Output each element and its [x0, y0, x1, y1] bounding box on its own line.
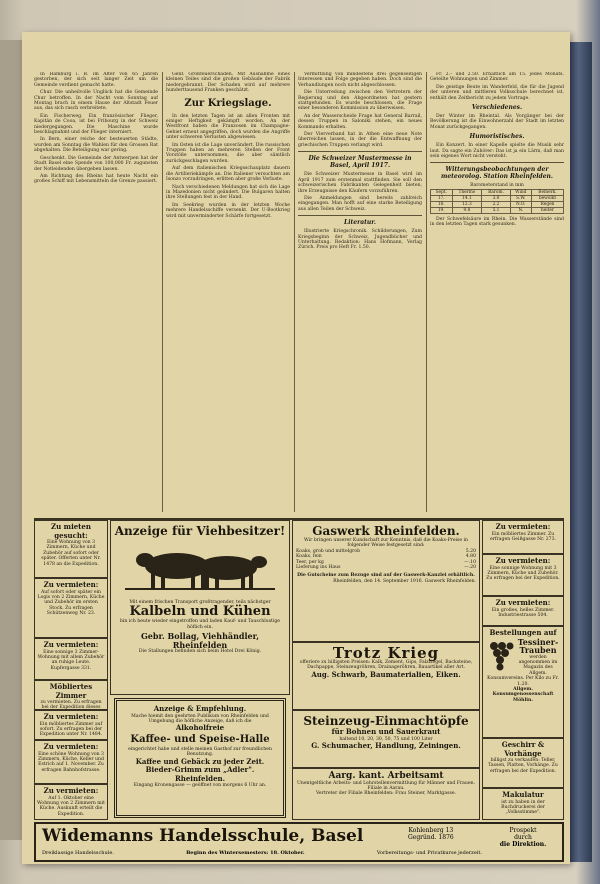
ad-rent-4 [34, 740, 108, 784]
ad-heading: Gaswerk Rheinfelden. [312, 524, 460, 538]
headline-literatur: Literatur. [344, 219, 376, 227]
ad-heading: Zu vermieten: [495, 556, 551, 565]
column-divider [162, 72, 163, 512]
table-cell: heiter [531, 207, 563, 213]
table-cell: 18. [431, 201, 453, 207]
ad-subtitle: Alkoholfreie [175, 723, 225, 733]
advertisements-section [34, 518, 564, 820]
ad-heading: Steinzeug-Einmachtöpfe [303, 714, 469, 728]
ad-right-3 [482, 596, 564, 626]
ad-trotz-krieg [292, 642, 480, 710]
paragraph: Nach verschiedenen Meldungen hat sich die Lage in Mazedonien nicht geändert. Die Bulgaren halten ihre Stellungen fest in der Hand. [166, 184, 290, 201]
ad-text: Die Stallungen befinden sich beim Hotel Drei König. [138, 649, 262, 655]
text-columns [34, 72, 564, 512]
paragraph: In Bern, einer reiche der besteuerten Städte, wurden am Sonntag die Wahlen für den Grossen Rat abgehalten. Die Beteiligung war gering. [34, 137, 158, 154]
table-cell: 9.8 [452, 207, 482, 213]
newspaper-page [22, 32, 570, 864]
paragraph: Die Schweizer Mustermesse in Basel wird im April 1917 zum erstenmal stattfinden. Sie soll den schweizerischen Fabrikanten Gelegenheit bieten, ihre Erzeugnisse den Käufern vorzuführen. [298, 172, 422, 194]
ad-text: Unentgeltliche Arbeits- und Lehrstellenvermittlung für Männer und Frauen. Filiale in Aarau. [296, 780, 475, 791]
prospekt-label: Prospekt [509, 827, 537, 834]
table-cell: 3.0 [482, 195, 510, 201]
table-cell: 2.2 [482, 201, 510, 207]
paragraph: Der Vierverband hat in Athen eine neue Note überreichen lassen, in der die Entwaffnung der griechischen Truppen verlangt wird. [298, 132, 422, 148]
table-cell: S.W. [510, 195, 531, 201]
ad-text: Auf sofort oder später ein Logis von 2 Zimmern, Küche und Zubehör im ersten Stock. Zu erfragen Schützenweg Nr. 23. [37, 589, 105, 617]
ad-wanted [34, 520, 108, 578]
ad-cattle [110, 520, 290, 695]
paragraph: Auf dem italienischen Kriegsschauplatz dauern die Artilleriekämpfe an. Die Italiener versuchten am Isonzo vorzudringen, erlitten aber große Verluste. [166, 166, 290, 183]
ad-seller: G. Schumacher, Handlung, Zeiningen. [311, 740, 461, 750]
table-header: Barom. [482, 189, 510, 195]
ad-rent-5 [34, 784, 108, 820]
ad-heading: Makulatur [502, 790, 544, 799]
ad-text: ist zu haben in der Buchdruckerei der „Volksstimme". [501, 799, 545, 816]
paragraph: Die Anmeldungen sind bereits zahlreich eingegangen. Man hofft auf eine starke Beteiligung aus allen Teilen der Schweiz. [298, 195, 422, 212]
ad-text: offeriere zu billigsten Preisen: Kalk, Zement, Gips, Falzziegel, Backsteine, Dachpappe, Steinzeugröhren, Drainageröhren, Bauartikel aller Art. [299, 660, 473, 671]
paragraph: Vermittlung von mindestens drei gegenseitigen Interessen und Folge gegeben haben. Doch sind die Verhandlungen noch nicht abgeschlossen. [298, 72, 422, 88]
price-row [296, 565, 476, 570]
divider [430, 162, 564, 163]
paragraph: Die Unterredung zwischen den Vertretern der Regierung und den Abgeordneten hat gestern stattgefunden. Es wurde beschlossen, die Frage einer besonderen Kommission zu überweisen. [298, 90, 422, 112]
ad-heading: Trotz Krieg [332, 644, 440, 662]
ad-seller: Allgem. Konsumgenossenschaft Möhlin. [492, 686, 554, 703]
ad-text: Wir bringen unserer Kundschaft zur Kenntnis, daß die Koaks-Preise in folgender Weise festgesetzt sind: [303, 538, 469, 549]
ad-makulatur [482, 788, 564, 820]
school-details [42, 850, 482, 856]
paragraph: Chur. Die unheilvolle Unglück hat die Gemeinde Chur betroffen. In der Nacht vom Sonntag auf Montag brach in einem Hause der Altstadt Feuer aus, das sich rasch verbreitete. [34, 90, 158, 112]
ad-text: Auf 1. Oktober eine Wohnung von 2 Zimmern mit Küche. Auskunft erteilt die Expedition. [37, 795, 105, 817]
cattle-illustration-icon [115, 538, 285, 596]
paragraph: Fr. 2.– und 2.50. Erhältlich am 15. jedes Monats. Geteilte Wohnungen und Zimmer. [430, 72, 564, 83]
school-detail: Dreiklassige Handelsschule. [42, 850, 114, 856]
table-cell: 5.1 [482, 207, 510, 213]
weather-table [430, 189, 564, 214]
ad-motto: Kaffee und Gebäck zu jeder Zeit. [135, 756, 265, 766]
ad-heading: Zu vermieten: [43, 712, 99, 721]
paragraph: An der Wasserscheide Frage hat General Barrail, dessen Truppen in Saloniki stehen, ein neues Kommando erhalten. [298, 113, 422, 130]
weather-subtitle: Barometerstand in mm [470, 183, 524, 189]
ad-text: Vertreter der Filiale Rheinfelden: Frau Steiner, Marktgasse. [315, 791, 457, 797]
price-label: Koaks, grob und mittelgrob [296, 548, 361, 554]
column-divider [294, 72, 295, 512]
table-cell: N.O. [510, 201, 531, 207]
column-1 [34, 72, 158, 512]
ad-heading: Zu vermieten: [495, 522, 551, 531]
paragraph: Der Winter im Rheintal. Als Vorgänger bei der Bevölkerung ist die Einwohnerzahl der Stadt im letzten Monat zurückgegangen. [430, 114, 564, 130]
price-value: —.10 [464, 559, 476, 565]
paragraph: Illustrierte Kriegschronik. Schilderungen, Zum Kriegsbeginn der Schweiz, Jugendbücher und Unterhaltung. Redaktion: Hans Hofmann, Verlag Zürich. Preis pro Heft Fr. 1.50. [298, 229, 422, 251]
ad-heading: Zu vermieten: [43, 640, 99, 649]
ad-text: Ein großes, helles Zimmer. Industriestrasse 504. [491, 607, 555, 618]
table-header: Sept. [431, 189, 453, 195]
ad-grapes [482, 626, 564, 738]
table-cell: Regen [531, 201, 563, 207]
ad-room-1 [34, 680, 108, 710]
ad-text: Ein möbliertes Zimmer auf sofort. Zu erfragen bei der Expedition unter Nr. 1484. [39, 721, 103, 738]
ad-rent-3 [34, 710, 108, 740]
ad-text: Eine Wohnung von 3 Zimmern, Küche und Zubehör auf sofort oder später. Offerten unter Nr. 1478 an die Expedition. [41, 540, 101, 567]
price-label: Teer, per kg [296, 559, 324, 565]
price-value: —.20 [464, 565, 476, 571]
paragraph: Die geistige Beute im Wanderfeld, die für die Jugend der unteren und mittleren Volksschule berechnet ist, enthält den Zeitbericht zu jedem Vortrage. [430, 84, 564, 101]
ad-heading: Zu vermieten: [43, 580, 99, 589]
book-edge-blue [570, 42, 592, 862]
headline-humoristisches: Humoristisches. [469, 133, 525, 141]
weather-table-title: Witterungsbeobachtungen der meteorolog. Station Rheinfelden. [440, 166, 554, 181]
paragraph: Im Osten ist die Lage unverändert. Die russischen Truppen haben an mehreren Stellen der Front Vorstöße unternommen, die aber sämtlich zurückgeschlagen wurden. [166, 142, 290, 164]
ad-right-1 [482, 520, 564, 554]
ad-rent-2 [34, 638, 108, 680]
ad-right-2 [482, 554, 564, 596]
divider [298, 151, 422, 152]
headline-mustermesse: Die Schweizer Mustermesse in Basel, April 1917. [308, 155, 412, 170]
ad-title: Kaffee- und Speise-Halle [130, 733, 270, 745]
table-cell: N. [510, 207, 531, 213]
column-divider [426, 72, 427, 512]
price-label: Koaks, fein [296, 554, 322, 560]
ad-text: eingerichtet habe und stelle meinen Gasthof zur freundlichen Benutzung. [128, 746, 272, 758]
ad-text: Mit einem frischen Transport großtragender, teils nächstger [129, 600, 271, 605]
paragraph: Ein Fischerweg. Ein französischer Flieger, Kapitän de Cooa, ist bei Fribourg in der Schweiz niedergegangen. Die Maschine wurde beschlagnahmt und der Flieger interniert. [34, 113, 158, 136]
price-label: Lieferung ins Haus [296, 565, 341, 571]
ad-heading: Zu vermieten: [43, 786, 99, 795]
table-cell: bewölkt [531, 195, 563, 201]
ad-text: zu vermieten. Zu erfragen bei der Expedition dieses [40, 700, 102, 710]
table-row [431, 207, 564, 213]
ad-text: Ein möbliertes Zimmer. Zu erfragen Geißgasse Nr. 273. [490, 531, 556, 542]
ad-signature: Rheinfelden, den 14. September 1916. Gaswerk Rheinfelden. [333, 578, 476, 584]
book-spine [0, 40, 24, 840]
ad-heading: Aarg. kant. Arbeitsamt [328, 771, 444, 781]
ad-text: werden angenommen im Magazin des Allgem. Konsumvereins. Per Kilo zu Fr. 1.20. [487, 654, 559, 687]
prospekt-label: die Direktion. [499, 841, 547, 848]
ad-text: Eine schöne Wohnung von 3 Zimmern, Küche, Keller und Estrich auf 1. November. Zu erfragen Bahnhofstrasse. [38, 751, 104, 773]
price-value: 4.80 [465, 554, 476, 560]
ad-dishes [482, 738, 564, 788]
school-address: Kohlenberg 13 [408, 827, 454, 834]
paragraph: Der Schwefelsäure im Rhein. Die Wasserstände sind in den letzten Tagen stark gesunken. [430, 216, 564, 228]
table-cell: 14.1 [452, 195, 482, 201]
ad-gaswerk [292, 520, 480, 642]
ad-text: Mache hiemit den geehrten Publikum von Rheinfelden und Umgebung die höfliche Anzeige, daß ich die [131, 713, 269, 724]
ad-cafe [114, 698, 286, 818]
school-address-block [408, 827, 454, 841]
headline-verschiedenes: Verschiedenes. [471, 104, 523, 112]
ad-arbeitsamt [292, 768, 480, 820]
grapes-icon [485, 638, 515, 672]
ad-text: billigst zu verkaufen: Teller, Tassen, Platten, Vorhänge. Zu erfragen bei der Expedition. [488, 758, 558, 774]
ad-text: Eine sonnige Wohnung mit 3 Zimmern, Küche und Zubehör. Zu erfragen bei der Expedition. [486, 565, 560, 582]
ad-text: Eingang Kronengasse — geöffnet von morgens 6 Uhr an. [133, 783, 267, 789]
school-detail: Beginn des Wintersemesters: 18. Oktober. [186, 850, 305, 856]
table-cell: 19. [431, 207, 453, 213]
paragraph: Geschenkt. Die Gemeinde der Antwerpen hat der Stadt Basel eine Spende von 100,000 Fr. zugunsten der Notleidenden übergeben lassen. [34, 155, 158, 172]
column-2 [166, 72, 290, 512]
school-founded: Gegründ. 1876 [408, 834, 454, 841]
divider [298, 215, 422, 216]
paragraph: Am Richtung des Rheins hat heute Nacht ein großes Schiff mit Lebensmitteln die Grenze passiert. [34, 173, 158, 185]
school-name: Widemanns Handelsschule, Basel [42, 826, 364, 846]
ad-title: Tessiner-Trauben [517, 636, 559, 655]
paragraph: In Hamburg i. B. im Alter von 65 Jahren gestorben, der sich seit langer Zeit um die Gemeinde verdient gemacht hatte. [34, 72, 158, 88]
ad-heading: Anzeige & Empfehlung. [153, 704, 247, 713]
paragraph: Ein Konzert. In einer Kapelle spielte die Musik sehr laut. Da sagte ein Zuhörer: Das ist ja ein Lärm, daß man sein eigenes Wort nicht versteht. [430, 143, 564, 160]
column-4 [430, 72, 564, 512]
ad-heading: Geschirr & Vorhänge [501, 740, 545, 758]
ad-note: Die Gutscheine zum Bezuge sind auf der Gaswerk-Kanzlei erhältlich. [297, 573, 475, 579]
ad-text: bin ich heute wieder eingetroffen und laden Kauf- und Tauschlustige höflich ein. [119, 619, 281, 630]
paragraph: In den letzten Tagen ist an allen Fronten mit einiger Heftigkeit gekämpft worden. An der Westfront haben die Franzosen im Champagne-Gebiet erneut angegriffen, doch wurden die Angriffe unter schweren Verlusten abgewiesen. [166, 113, 290, 141]
ad-subtitle: für Bohnen und Sauerkraut [331, 727, 441, 736]
paragraph: Im Seekrieg wurden in der letzten Woche mehrere Handelsschiffe versenkt. Der U-Bootkrieg wird mit unverminderter Schärfe fortgesetzt. [166, 202, 290, 219]
ad-heading: Bestellungen auf [489, 628, 557, 637]
table-header: Thermo [452, 189, 482, 195]
ad-heading: Zu vermieten: [495, 598, 551, 607]
ad-seller: Gebr. Bollag, Viehhändler, Rheinfelden [140, 631, 260, 650]
ad-handelsschule [34, 822, 564, 862]
column-3 [298, 72, 422, 512]
school-prospekt-block [486, 827, 560, 848]
ad-heading: Anzeige für Viehbesitzer! [114, 524, 286, 538]
ad-town: Rheinfelden. [174, 773, 226, 783]
ad-title: Kalbeln und Kühen [129, 604, 271, 620]
ad-seller: Aug. Schwarb, Baumaterialien, Eiken. [311, 669, 461, 679]
ad-text: Eine sonnige 3 Zimmer-Wohnung mit allem Zubehör an ruhige Leute. Kupfergasse 331. [37, 649, 105, 671]
table-header: Bemerk. [531, 189, 563, 195]
table-cell: 17. [431, 195, 453, 201]
ad-einmachtoepfe [292, 710, 480, 768]
table-header: Wind [510, 189, 531, 195]
price-value: 5.20 [465, 548, 476, 554]
ad-heading: Zu vermieten: [43, 742, 99, 751]
ad-owner: Bieder-Grimm zum „Adler". [145, 765, 255, 775]
ad-heading: Zu mieten gesucht: [51, 522, 91, 540]
paragraph: Genf. Großfeuerschaden. Mit Ausnahme eines kleinen Teiles sind die großen Gebäude der Fabrik niedergebrannt. Der Schaden wird auf mehrere hunderttausend Franken geschätzt. [166, 72, 290, 94]
prospekt-label: durch [514, 834, 532, 841]
school-detail: Vorbereitungs- und Privatkurse jederzeit. [376, 850, 482, 856]
headline-kriegslage: Zur Kriegslage. [184, 97, 272, 109]
ad-rent-1 [34, 578, 108, 638]
table-cell: 12.3 [452, 201, 482, 207]
ad-heading: Möbliertes Zimmer [49, 682, 93, 700]
ad-text: haltend 10, 20, 30, 50, 75 und 100 Liter [339, 736, 433, 742]
